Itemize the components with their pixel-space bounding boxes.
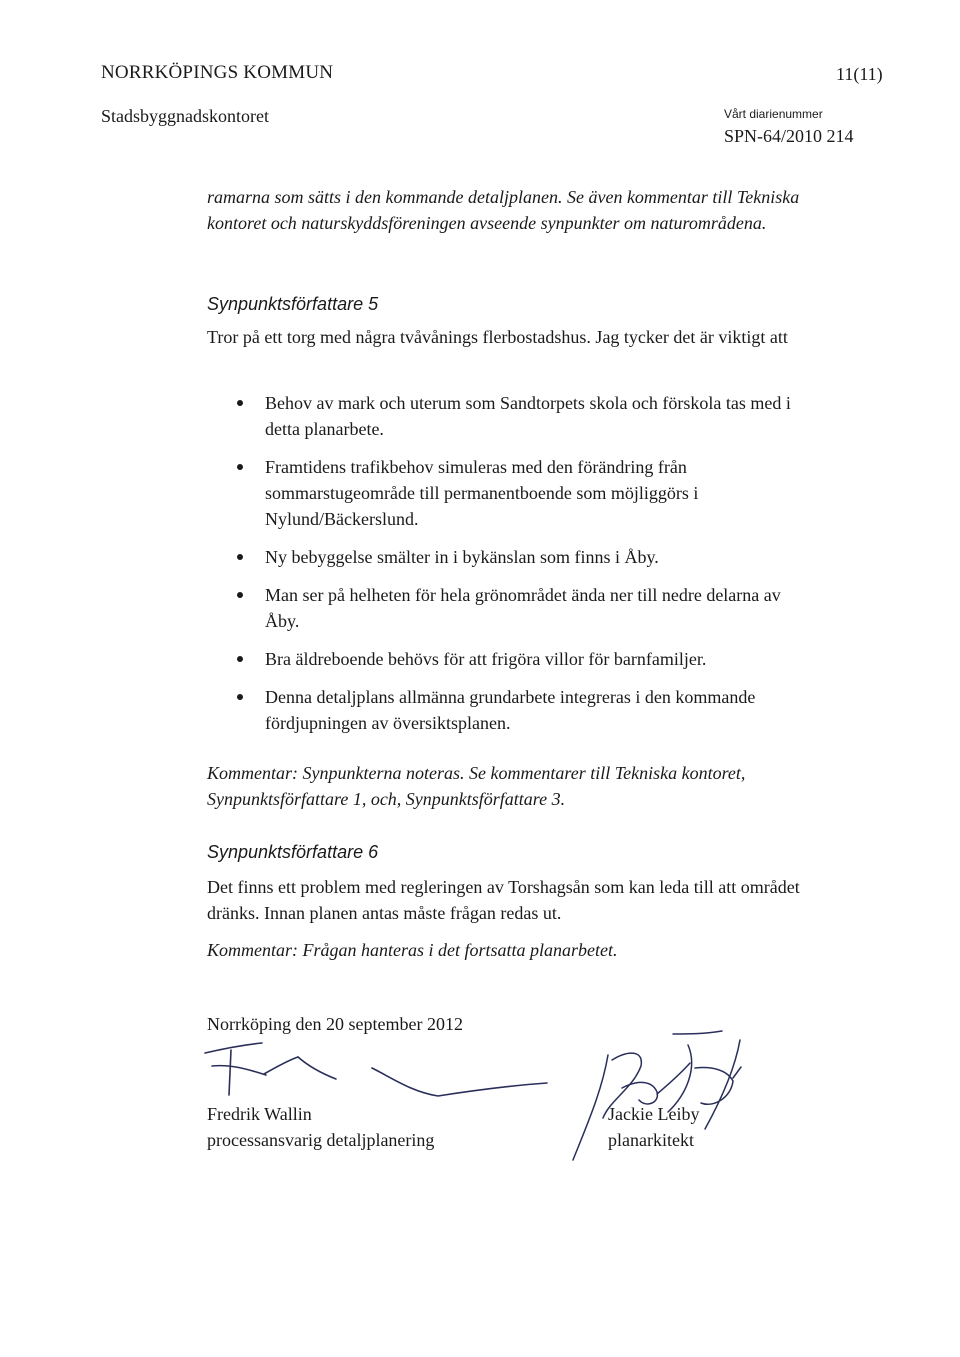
section6-heading: Synpunktsförfattare 6 xyxy=(207,842,379,862)
section6-paragraph: Det finns ett problem med regleringen av Torshagsån som kan leda till att området dränks. Innan planen antas måste frågan redas ut. xyxy=(207,877,800,923)
signatory-fredrik-wallin xyxy=(207,1101,434,1153)
intro-continuation: ramarna som sätts i den kommande detaljplanen. Se även kommentar till Tekniska kontoret och naturskyddsföreningen avseende synpunkter om naturområdena. xyxy=(207,187,800,233)
section6-comment: Kommentar: Frågan hanteras i det fortsatta planarbetet. xyxy=(207,940,618,960)
signature-fredrik-wallin xyxy=(205,1043,547,1096)
list-item-text: Behov av mark och uterum som Sandtorpets skola och förskola tas med i detta planarbete. xyxy=(265,393,791,439)
list-item-text: Ny bebyggelse smälter in i bykänslan som finns i Åby. xyxy=(265,547,659,567)
list-item-text: Bra äldreboende behövs för att frigöra villor för barnfamiljer. xyxy=(265,649,707,669)
section5-comment: Kommentar: Synpunkterna noteras. Se kommentarer till Tekniska kontoret, Synpunktsförfattare 1, och, Synpunktsförfattare 3. xyxy=(207,763,746,809)
signatory-jackie-leiby xyxy=(608,1101,699,1153)
place-and-date: Norrköping den 20 september 2012 xyxy=(207,1014,463,1034)
reference-label: Vårt diarienummer xyxy=(724,107,823,121)
organization-name: NORRKÖPINGS KOMMUN xyxy=(101,62,334,83)
list-item-text: Denna detaljplans allmänna grundarbete integreras i den kommande fördjupningen av översiktsplanen. xyxy=(265,687,756,733)
section5-paragraph: Tror på ett torg med några tvåvånings flerbostadshus. Jag tycker det är viktigt att xyxy=(207,327,788,347)
signatory-name: Fredrik Wallin xyxy=(207,1104,312,1124)
page-number: 11(11) xyxy=(836,64,883,84)
reference-number: SPN-64/2010 214 xyxy=(724,126,854,146)
signatory-name: Jackie Leiby xyxy=(608,1104,700,1124)
department-name: Stadsbyggnadskontoret xyxy=(101,106,269,126)
list-item-text: Man ser på helheten för hela grönområdet ända ner till nedre delarna av Åby. xyxy=(265,585,781,631)
section5-heading: Synpunktsförfattare 5 xyxy=(207,294,379,314)
signatory-title: processansvarig detaljplanering xyxy=(207,1130,435,1150)
list-item-text: Framtidens trafikbehov simuleras med den förändring från sommarstugeområde till permanentboende som möjliggörs i Nylund/Bäckerslund. xyxy=(265,457,699,529)
signatory-title: planarkitekt xyxy=(608,1130,694,1150)
